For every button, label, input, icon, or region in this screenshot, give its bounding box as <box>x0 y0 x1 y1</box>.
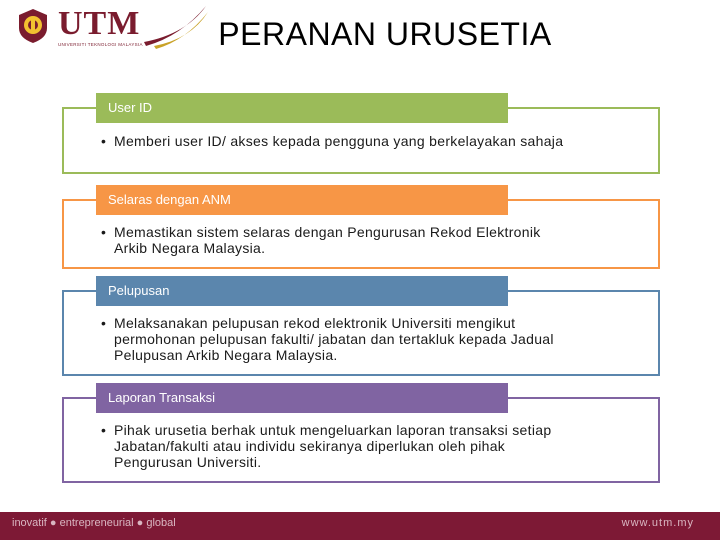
bullet: • <box>101 133 107 149</box>
role-description-line: Arkib Negara Malaysia. <box>114 240 266 256</box>
bullet: • <box>101 315 107 331</box>
role-heading-selaras-anm <box>96 185 508 215</box>
role-description-line: Memberi user ID/ akses kepada pengguna yang berkelayakan sahaja <box>114 133 564 149</box>
role-description-line: Melaksanakan pelupusan rekod elektronik Universiti mengikut <box>114 315 516 331</box>
role-description-laporan-transaksi <box>101 422 621 470</box>
footer-website: www.utm.my <box>621 517 694 529</box>
role-heading-pelupusan <box>96 276 508 306</box>
role-description-line: permohonan pelupusan fakulti/ jabatan dan tertakluk kepada Jadual <box>114 331 554 347</box>
role-heading-label: Pelupusan <box>108 283 170 298</box>
role-description-line: Jabatan/fakulti atau individu sekiranya diperlukan oleh pihak <box>114 438 506 454</box>
role-description-line: Pengurusan Universiti. <box>114 454 262 470</box>
utm-logo-subtext: UNIVERSITI TEKNOLOGI MALAYSIA <box>58 42 143 47</box>
role-description-line: Pelupusan Arkib Negara Malaysia. <box>114 347 338 363</box>
role-heading-laporan-transaksi <box>96 383 508 413</box>
role-heading-label: Selaras dengan ANM <box>108 192 231 207</box>
role-heading-label: User ID <box>108 100 153 115</box>
bullet: • <box>101 422 107 438</box>
footer-tagline: inovatif ● entrepreneurial ● global <box>12 517 176 529</box>
role-heading-user-id <box>96 93 508 123</box>
role-description-line: Memastikan sistem selaras dengan Pengurusan Rekod Elektronik <box>114 224 541 240</box>
role-description-user-id <box>101 133 621 149</box>
utm-logo-text: UTM <box>58 5 141 42</box>
bullet: • <box>101 224 107 240</box>
role-description-line: Pihak urusetia berhak untuk mengeluarkan laporan transaksi setiap <box>114 422 552 438</box>
role-description-pelupusan <box>101 315 621 363</box>
footer-bar <box>0 512 720 540</box>
role-description-selaras-anm <box>101 224 621 256</box>
role-heading-label: Laporan Transaksi <box>108 390 215 405</box>
page-title: PERANAN URUSETIA <box>218 16 552 52</box>
